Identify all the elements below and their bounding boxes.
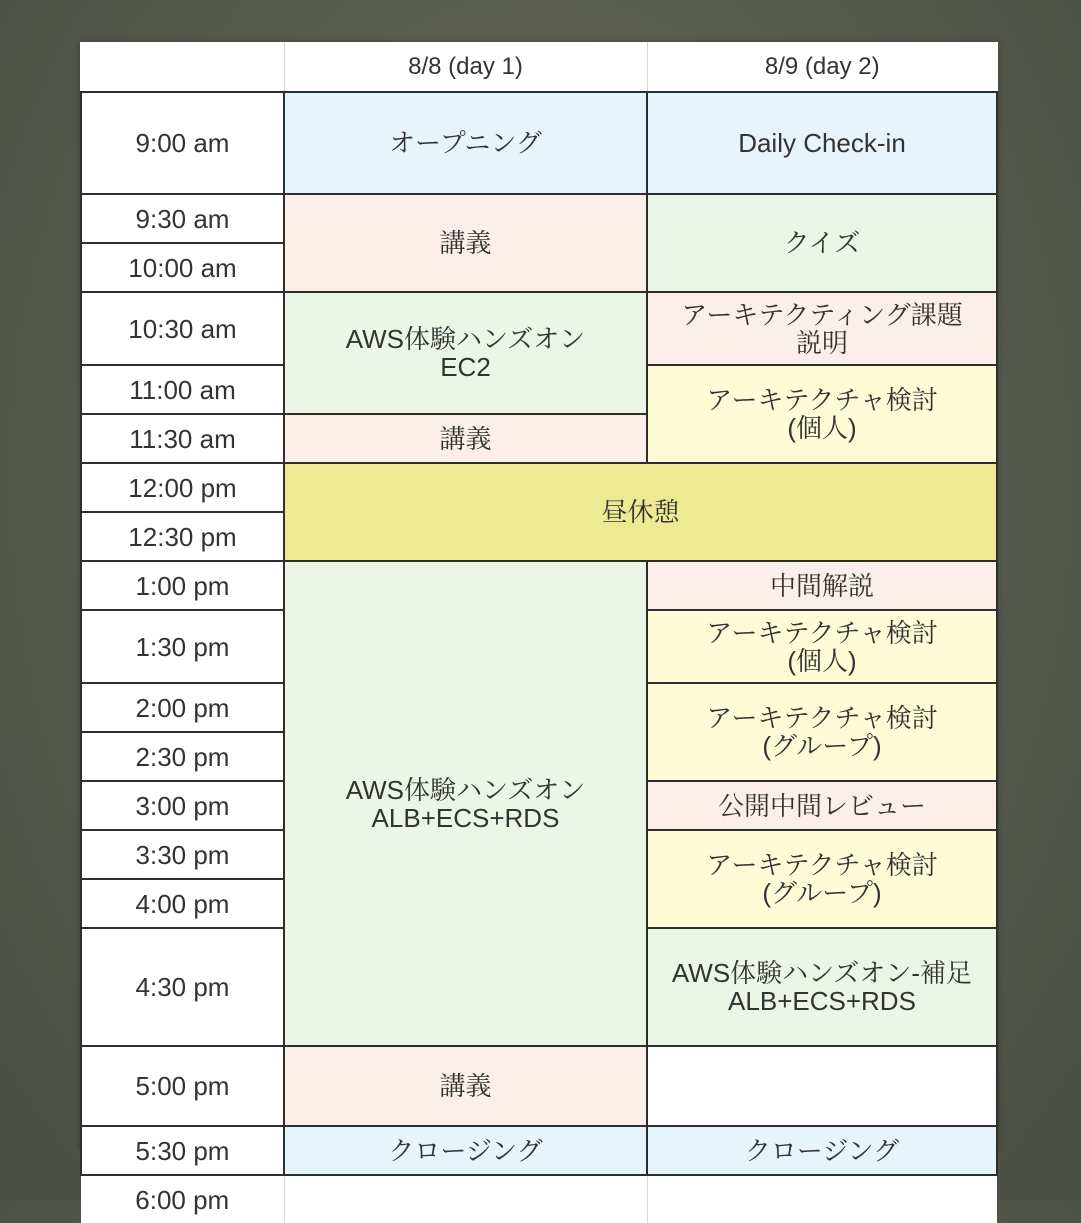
day1-lecture-2: 講義 <box>284 414 647 463</box>
day2-checkin: Daily Check-in <box>647 92 997 194</box>
schedule-table <box>80 42 998 1223</box>
time-label: 5:00 pm <box>81 1046 284 1126</box>
day2-arch-group-1: アーキテクチャ検討 (グループ) <box>647 683 997 781</box>
time-label: 4:00 pm <box>81 879 284 928</box>
day2-closing: クロージング <box>647 1126 997 1175</box>
time-label: 10:00 am <box>81 243 284 292</box>
schedule-sheet <box>80 42 998 1215</box>
lunch-break: 昼休憩 <box>284 463 997 561</box>
time-label: 12:30 pm <box>81 512 284 561</box>
time-label: 1:30 pm <box>81 610 284 683</box>
header-corner <box>81 42 284 92</box>
day2-empty-cell <box>647 1175 997 1223</box>
time-row <box>81 92 997 194</box>
time-label: 1:00 pm <box>81 561 284 610</box>
day1-lecture-3: 講義 <box>284 1046 647 1126</box>
time-row <box>81 1175 997 1223</box>
header-day2: 8/9 (day 2) <box>647 42 997 92</box>
day1-empty-cell <box>284 1175 647 1223</box>
time-label: 11:30 am <box>81 414 284 463</box>
time-row <box>81 292 997 365</box>
day2-arch-group-2: アーキテクチャ検討 (グループ) <box>647 830 997 928</box>
time-label: 9:00 am <box>81 92 284 194</box>
time-label: 12:00 pm <box>81 463 284 512</box>
time-label: 3:00 pm <box>81 781 284 830</box>
time-label: 11:00 am <box>81 365 284 414</box>
header-day1: 8/8 (day 1) <box>284 42 647 92</box>
time-label: 9:30 am <box>81 194 284 243</box>
time-row <box>81 561 997 610</box>
day1-opening: オープニング <box>284 92 647 194</box>
day1-handson-ec2: AWS体験ハンズオン EC2 <box>284 292 647 414</box>
time-label: 3:30 pm <box>81 830 284 879</box>
day2-public-review: 公開中間レビュー <box>647 781 997 830</box>
day2-midterm-commentary: 中間解説 <box>647 561 997 610</box>
day2-quiz: クイズ <box>647 194 997 292</box>
time-label: 5:30 pm <box>81 1126 284 1175</box>
time-label: 2:30 pm <box>81 732 284 781</box>
time-label: 10:30 am <box>81 292 284 365</box>
day2-assignment-explanation: アーキテクティング課題 説明 <box>647 292 997 365</box>
day2-arch-individual-1: アーキテクチャ検討 (個人) <box>647 365 997 463</box>
day1-handson-supplement: AWS体験ハンズオン-補足 ALB+ECS+RDS <box>647 928 997 1046</box>
time-label: 4:30 pm <box>81 928 284 1046</box>
time-label: 6:00 pm <box>81 1175 284 1223</box>
time-label: 2:00 pm <box>81 683 284 732</box>
day1-handson-alb: AWS体験ハンズオン ALB+ECS+RDS <box>284 561 647 1046</box>
day1-lecture-1: 講義 <box>284 194 647 292</box>
day2-arch-individual-2: アーキテクチャ検討 (個人) <box>647 610 997 683</box>
time-row <box>81 194 997 243</box>
time-row <box>81 1126 997 1175</box>
time-row <box>81 463 997 512</box>
time-row <box>81 1046 997 1126</box>
header-row <box>81 42 997 92</box>
day1-closing: クロージング <box>284 1126 647 1175</box>
